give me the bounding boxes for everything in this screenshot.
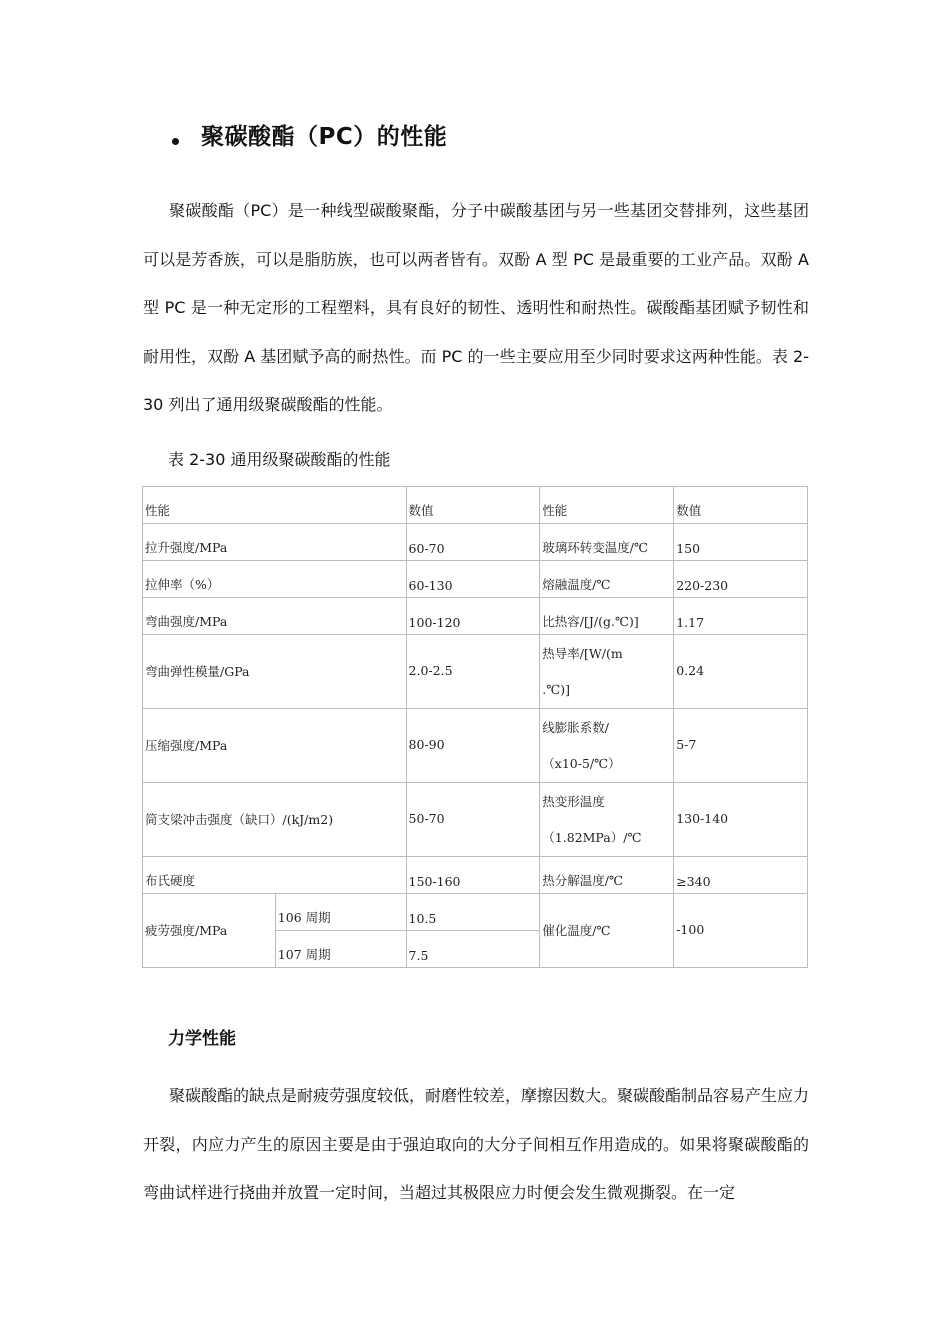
table-row	[143, 709, 808, 783]
table-cell-line: 热变形温度	[542, 793, 605, 809]
table-cell: 1.17	[674, 598, 808, 635]
mechanical-paragraph: 聚碳酸酯的缺点是耐疲劳强度较低，耐磨性较差，摩擦因数大。聚碳酸酯制品容易产生应力开裂，内应力产生的原因主要是由于强迫取向的大分子间相互作用造成的。如果将聚碳酸酯的弯曲试样进行挠曲并放置一定时间，当超过其极限应力时便会发生微观撕裂。在一定	[143, 1086, 810, 1202]
table-cell: 熔融温度/℃	[540, 561, 674, 598]
table-cell: 拉升强度/MPa	[143, 524, 407, 561]
table-cell-line: .℃)]	[542, 681, 571, 697]
table-cell: 106 周期	[275, 894, 406, 931]
table-row	[143, 598, 808, 635]
table-caption: 表 2-30 通用级聚碳酸酯的性能	[168, 450, 391, 469]
section-title-text: 聚碳酸酯（PC）的性能	[201, 124, 448, 150]
table-row	[143, 524, 808, 561]
table-cell: 220-230	[674, 561, 808, 598]
table-cell: 弯曲弹性模量/GPa	[143, 635, 407, 709]
table-header-cell: 数值	[406, 487, 540, 524]
section-title	[172, 118, 447, 151]
table-cell: 7.5	[406, 931, 540, 968]
table-cell: 拉伸率（%）	[143, 561, 407, 598]
table-cell	[540, 783, 674, 857]
table-cell: 比热容/[J/(g.℃)]	[540, 598, 674, 635]
table-cell: 0.24	[674, 635, 808, 709]
table-cell: 疲劳强度/MPa	[143, 894, 276, 968]
properties-table	[142, 486, 808, 968]
table-cell: ≥340	[674, 857, 808, 894]
bullet-icon	[172, 138, 179, 145]
table-cell-line: （x10-5/℃）	[542, 755, 621, 771]
table-cell: 100-120	[406, 598, 540, 635]
table-header-cell: 性能	[540, 487, 674, 524]
table-cell: 2.0-2.5	[406, 635, 540, 709]
table-cell-line: 热导率/[W/(m	[542, 645, 623, 661]
table-cell: 60-130	[406, 561, 540, 598]
table-header-cell: 性能	[143, 487, 407, 524]
table-cell: 50-70	[406, 783, 540, 857]
table-cell: 压缩强度/MPa	[143, 709, 407, 783]
table-cell: -100	[674, 894, 808, 968]
table-cell-line: 线膨胀系数/	[542, 719, 610, 735]
table-cell: 150-160	[406, 857, 540, 894]
table-cell: 80-90	[406, 709, 540, 783]
table-cell-line: （1.82MPa）/℃	[542, 829, 642, 845]
table-cell: 简支梁冲击强度（缺口）/(kJ/m2)	[143, 783, 407, 857]
table-cell: 10.5	[406, 894, 540, 931]
table-cell	[540, 709, 674, 783]
table-cell: 130-140	[674, 783, 808, 857]
table-header-row	[143, 487, 808, 524]
table-row	[143, 783, 808, 857]
intro-paragraph: 聚碳酸酯（PC）是一种线型碳酸聚酯，分子中碳酸基团与另一些基团交替排列，这些基团可以是芳香族，可以是脂肪族，也可以两者皆有。双酚 A 型 PC 是最重要的工业产品。双酚 A 型 PC 是一种无定形的工程塑料，具有良好的韧性、透明性和耐热性。碳酸酯基团赋予韧性和耐用性，双酚 A 基团赋予高的耐热性。而 PC 的一些主要应用至少同时要求这两种性能。表 2-30 列出了通用级聚碳酸酯的性能。	[143, 201, 809, 414]
table-cell: 5-7	[674, 709, 808, 783]
subsection-title: 力学性能	[168, 1029, 236, 1049]
table-cell: 150	[674, 524, 808, 561]
table-cell: 催化温度/℃	[540, 894, 674, 968]
table-row	[143, 857, 808, 894]
table-cell: 弯曲强度/MPa	[143, 598, 407, 635]
table-header-cell: 数值	[674, 487, 808, 524]
table-row	[143, 894, 808, 931]
table-row	[143, 635, 808, 709]
table-cell: 107 周期	[275, 931, 406, 968]
table-cell: 布氏硬度	[143, 857, 407, 894]
table-cell: 60-70	[406, 524, 540, 561]
table-cell	[540, 635, 674, 709]
table-cell: 热分解温度/℃	[540, 857, 674, 894]
table-cell: 玻璃环转变温度/℃	[540, 524, 674, 561]
table-row	[143, 561, 808, 598]
